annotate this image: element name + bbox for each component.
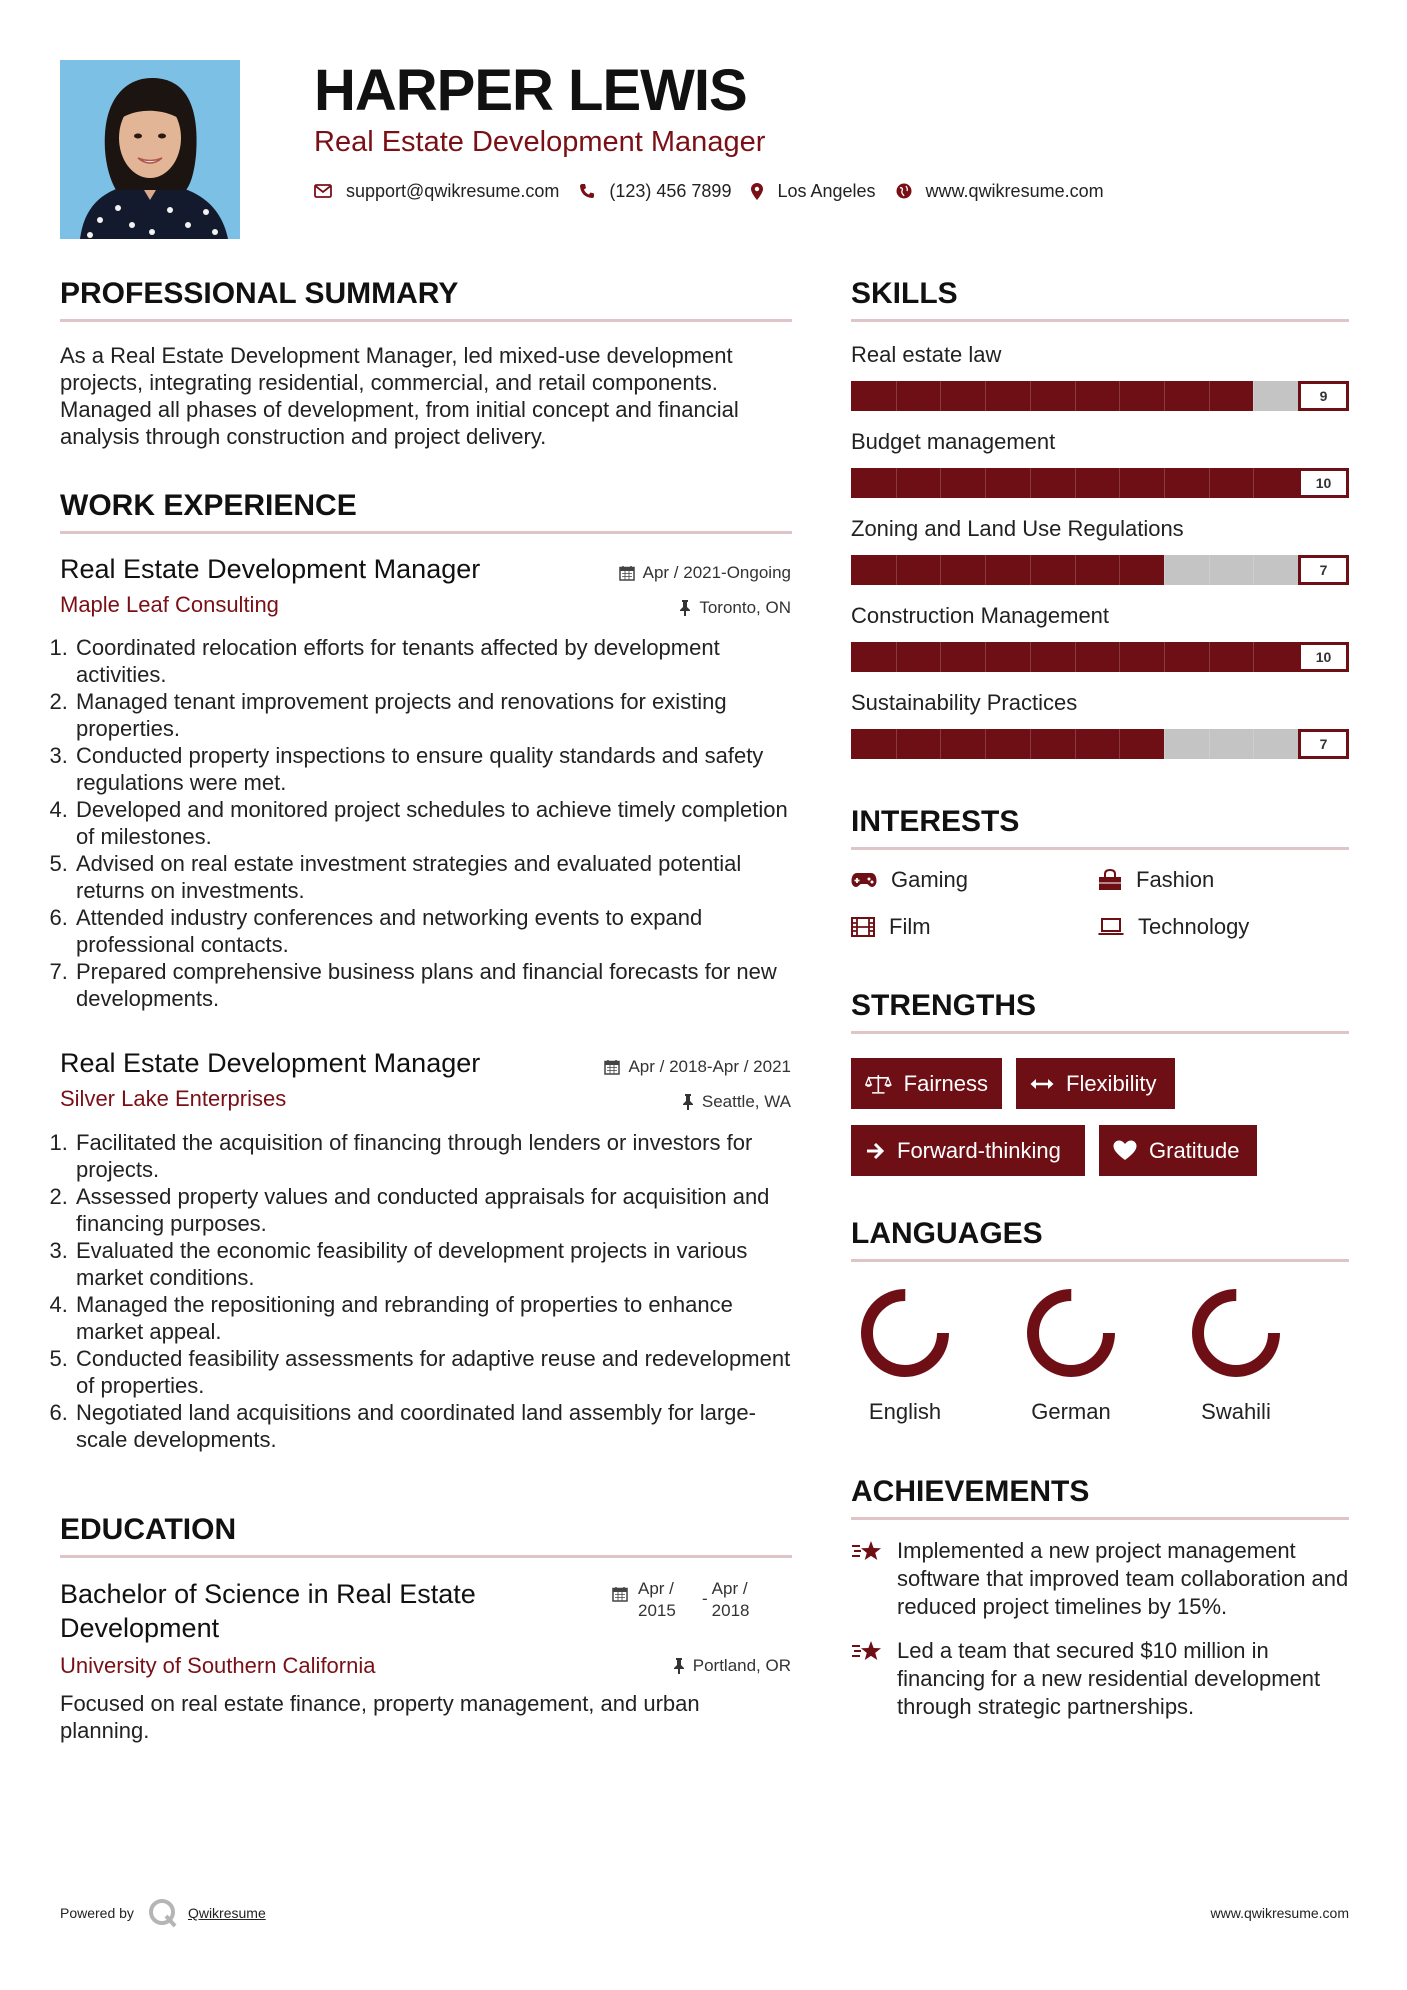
list-item: 3. Evaluated the economic feasibility of development projects in various market conditions. xyxy=(74,1237,794,1291)
list-item: 6. Negotiated land acquisitions and coordinated land assembly for large-scale developments. xyxy=(74,1399,794,1453)
calendar-icon xyxy=(619,565,635,581)
contact-website[interactable] xyxy=(896,181,1104,202)
powered-by-label: Powered by xyxy=(60,1905,134,1921)
language-ring xyxy=(1191,1288,1281,1378)
skill-bar-fill xyxy=(851,468,1349,498)
job-bullets xyxy=(56,634,794,1012)
skill-label: Construction Management xyxy=(851,603,1110,628)
education-end: Apr / 2018 xyxy=(711,1579,750,1620)
calendar-icon xyxy=(612,1586,628,1602)
education-dates xyxy=(612,1578,762,1622)
skill-level-badge: 7 xyxy=(1298,729,1349,759)
job-dates xyxy=(619,562,791,584)
skill-bar-fill xyxy=(851,555,1164,585)
interest-label: Film xyxy=(889,914,931,939)
job-location-text: Seattle, WA xyxy=(701,1092,791,1111)
contact-location xyxy=(751,181,875,202)
summary-divider xyxy=(60,319,792,322)
skill-bar-segment xyxy=(940,729,941,759)
job-company: Maple Leaf Consulting xyxy=(60,592,279,617)
skill-bar-segment xyxy=(1030,729,1031,759)
contact-bar xyxy=(314,176,1124,206)
skill-bar-segment xyxy=(985,642,986,672)
list-item: 1. Facilitated the acquisition of financing through lenders or investors for projects. xyxy=(74,1129,794,1183)
skill-bar xyxy=(851,729,1349,759)
job-title: Real Estate Development Manager xyxy=(60,554,481,584)
list-item: 5. Advised on real estate investment strategies and evaluated potential returns on investments. xyxy=(74,850,794,904)
skills-title: SKILLS xyxy=(851,277,958,310)
languages-title: LANGUAGES xyxy=(851,1217,1043,1250)
list-item: 4. Managed the repositioning and rebranding of properties to enhance market appeal. xyxy=(74,1291,794,1345)
job-location xyxy=(679,597,791,619)
skill-bar-segment xyxy=(1209,729,1210,759)
interest-film xyxy=(851,913,931,941)
contact-email-text: support@qwikresume.com xyxy=(346,180,560,201)
achievement-text: Implemented a new project management software that improved team collaboration and reduced project timelines by 15%. xyxy=(897,1538,1349,1619)
skill-bar-segment xyxy=(1164,555,1165,585)
skill-label: Real estate law xyxy=(851,342,1002,367)
strengths-title: STRENGTHS xyxy=(851,989,1037,1022)
job-dates xyxy=(604,1056,791,1078)
footer-powered-by xyxy=(60,1898,266,1928)
job-title: Real Estate Development Manager xyxy=(60,1048,481,1078)
skill-bar-segment xyxy=(896,642,897,672)
skill-bar-segment xyxy=(1164,381,1165,411)
contact-website-text: www.qwikresume.com xyxy=(925,180,1104,201)
skill-bar-segment xyxy=(1164,642,1165,672)
skill-bar-segment xyxy=(1209,642,1210,672)
summary-title: PROFESSIONAL SUMMARY xyxy=(60,277,459,310)
skill-bar-segment xyxy=(1209,381,1210,411)
footer-brand-link[interactable]: Qwikresume xyxy=(187,1905,266,1921)
language-label: German xyxy=(1031,1399,1111,1424)
interest-label: Fashion xyxy=(1136,867,1215,892)
pin-icon xyxy=(679,600,691,616)
skill-bar-segment xyxy=(1075,729,1076,759)
skill-bar-fill xyxy=(851,642,1349,672)
skill-bar-segment xyxy=(1119,729,1120,759)
interest-label: Technology xyxy=(1138,914,1250,939)
strength-forward-thinking xyxy=(851,1125,1085,1176)
interest-technology xyxy=(1098,913,1249,941)
skill-bar-segment xyxy=(1253,468,1254,498)
education-divider xyxy=(60,1555,792,1558)
skill-bar-segment xyxy=(1030,468,1031,498)
education-start: Apr / 2015 xyxy=(638,1579,676,1620)
contact-location-text: Los Angeles xyxy=(777,180,876,201)
skill-bar-segment xyxy=(985,468,986,498)
skill-bar-segment xyxy=(940,642,941,672)
education-location xyxy=(673,1655,791,1677)
arrows-horizontal-icon xyxy=(1030,1077,1054,1091)
skill-bar-segment xyxy=(1209,555,1210,585)
experience-title: WORK EXPERIENCE xyxy=(60,489,357,522)
balance-scale-icon xyxy=(865,1073,892,1095)
skill-bar-segment xyxy=(896,555,897,585)
strength-label: Flexibility xyxy=(1066,1070,1157,1096)
skill-bar-segment xyxy=(1119,381,1120,411)
contact-email[interactable] xyxy=(314,181,559,202)
skill-level-badge: 10 xyxy=(1298,468,1349,498)
list-item: 2. Assessed property values and conducted appraisals for acquisition and financing purposes. xyxy=(74,1183,794,1237)
profile-photo xyxy=(60,60,240,239)
phone-icon xyxy=(579,183,595,199)
skill-bar-segment xyxy=(1030,642,1031,672)
interests-title: INTERESTS xyxy=(851,805,1020,838)
skill-bar-segment xyxy=(1119,642,1120,672)
shooting-star-icon xyxy=(851,1639,883,1665)
skill-bar-segment xyxy=(1075,555,1076,585)
list-item: 3. Conducted property inspections to ensure quality standards and safety regulations were met. xyxy=(74,742,794,796)
education-title: EDUCATION xyxy=(60,1513,237,1546)
pin-icon xyxy=(682,1094,694,1110)
strength-label: Forward-thinking xyxy=(897,1137,1061,1163)
skill-bar-segment xyxy=(1253,642,1254,672)
strength-label: Fairness xyxy=(903,1070,988,1096)
list-item: 7. Prepared comprehensive business plans and financial forecasts for new developments. xyxy=(74,958,794,1012)
achievement-item xyxy=(851,1637,1349,1721)
skill-bar-segment xyxy=(896,381,897,411)
degree-title: Bachelor of Science in Real Estate Development xyxy=(60,1579,476,1643)
skill-bar-segment xyxy=(940,468,941,498)
pin-icon xyxy=(673,1658,685,1674)
strength-label: Gratitude xyxy=(1149,1137,1240,1163)
education-location-text: Portland, OR xyxy=(692,1656,791,1675)
interest-fashion xyxy=(1098,866,1214,894)
skill-bar xyxy=(851,468,1349,498)
heart-icon xyxy=(1113,1140,1137,1161)
skill-level-badge: 10 xyxy=(1298,642,1349,672)
candidate-name: HARPER LEWIS xyxy=(314,58,747,123)
skill-bar-segment xyxy=(1119,468,1120,498)
calendar-icon xyxy=(604,1059,620,1075)
skill-bar-segment xyxy=(1075,468,1076,498)
language-label: English xyxy=(868,1399,942,1424)
strength-flexibility xyxy=(1016,1058,1175,1109)
gamepad-icon xyxy=(851,872,877,888)
language-ring xyxy=(1026,1288,1116,1378)
envelope-icon xyxy=(314,184,332,198)
skill-bar-fill xyxy=(851,729,1164,759)
interest-gaming xyxy=(851,866,968,894)
achievements-divider xyxy=(851,1517,1349,1520)
film-icon xyxy=(851,917,875,937)
skill-bar-fill xyxy=(851,381,1253,411)
skills-divider xyxy=(851,319,1349,322)
contact-phone[interactable] xyxy=(579,181,731,202)
job-location-text: Toronto, ON xyxy=(699,598,791,617)
summary-text: As a Real Estate Development Manager, led mixed-use development projects, integrating residential, commercial, and retail components. Managed all phases of development, from initial concept and financial analysis through construction and project delivery. xyxy=(60,343,739,449)
skill-bar-segment xyxy=(985,555,986,585)
skill-bar-segment xyxy=(1253,381,1254,411)
interests-divider xyxy=(851,847,1349,850)
achievements-title: ACHIEVEMENTS xyxy=(851,1475,1090,1508)
skill-bar-segment xyxy=(1119,555,1120,585)
skill-bar-segment xyxy=(985,381,986,411)
achievement-text: Led a team that secured $10 million in financing for a new residential development through strategic partnerships. xyxy=(897,1638,1321,1719)
shooting-star-icon xyxy=(851,1539,883,1565)
skill-bar-segment xyxy=(896,468,897,498)
strength-gratitude xyxy=(1099,1125,1257,1176)
languages-divider xyxy=(851,1259,1349,1262)
footer-website[interactable]: www.qwikresume.com xyxy=(1210,1905,1349,1921)
strength-fairness xyxy=(851,1058,1002,1109)
skill-bar-segment xyxy=(1030,555,1031,585)
skill-level-badge: 9 xyxy=(1298,381,1349,411)
skill-bar-segment xyxy=(985,729,986,759)
interest-label: Gaming xyxy=(891,867,969,892)
arrow-right-icon xyxy=(865,1141,885,1161)
language-ring xyxy=(860,1288,950,1378)
skill-level-badge: 7 xyxy=(1298,555,1349,585)
candidate-role: Real Estate Development Manager xyxy=(314,126,766,158)
skill-bar-segment xyxy=(1075,381,1076,411)
shopping-bag-icon xyxy=(1098,869,1122,891)
job-company: Silver Lake Enterprises xyxy=(60,1086,287,1111)
contact-phone-text: (123) 456 7899 xyxy=(609,180,732,201)
skill-bar-segment xyxy=(1253,555,1254,585)
globe-icon xyxy=(896,183,912,199)
skill-bar-segment xyxy=(1209,468,1210,498)
skill-bar-segment xyxy=(940,555,941,585)
skill-bar-segment xyxy=(940,381,941,411)
job-location xyxy=(682,1091,791,1113)
skill-bar-segment xyxy=(896,729,897,759)
qwikresume-logo-icon xyxy=(148,1898,178,1928)
date-separator: - xyxy=(702,1589,708,1608)
skill-bar-segment xyxy=(1164,468,1165,498)
list-item: 2. Managed tenant improvement projects and renovations for existing properties. xyxy=(74,688,794,742)
list-item: 5. Conducted feasibility assessments for adaptive reuse and redevelopment of properties. xyxy=(74,1345,794,1399)
skill-bar xyxy=(851,381,1349,411)
job-bullets xyxy=(56,1129,794,1453)
list-item: 6. Attended industry conferences and networking events to expand professional contacts. xyxy=(74,904,794,958)
experience-divider xyxy=(60,531,792,534)
map-marker-icon xyxy=(751,183,763,200)
education-description: Focused on real estate finance, property management, and urban planning. xyxy=(60,1691,700,1743)
skill-bar-segment xyxy=(1164,729,1165,759)
skill-bar-segment xyxy=(1075,642,1076,672)
job-dates-text: Apr / 2018-Apr / 2021 xyxy=(628,1057,791,1076)
skill-bar-segment xyxy=(1253,729,1254,759)
language-label: Swahili xyxy=(1201,1399,1271,1424)
skill-label: Zoning and Land Use Regulations xyxy=(851,516,1184,541)
job-dates-text: Apr / 2021-Ongoing xyxy=(642,563,791,582)
list-item: 1. Coordinated relocation efforts for tenants affected by development activities. xyxy=(74,634,794,688)
skill-label: Sustainability Practices xyxy=(851,690,1078,715)
strengths-divider xyxy=(851,1031,1349,1034)
skill-bar-segment xyxy=(1030,381,1031,411)
skill-label: Budget management xyxy=(851,429,1056,454)
achievement-item xyxy=(851,1537,1349,1621)
skill-bar xyxy=(851,642,1349,672)
skill-bar xyxy=(851,555,1349,585)
list-item: 4. Developed and monitored project schedules to achieve timely completion of milestones. xyxy=(74,796,794,850)
school-name: University of Southern California xyxy=(60,1653,376,1678)
laptop-icon xyxy=(1098,918,1124,936)
